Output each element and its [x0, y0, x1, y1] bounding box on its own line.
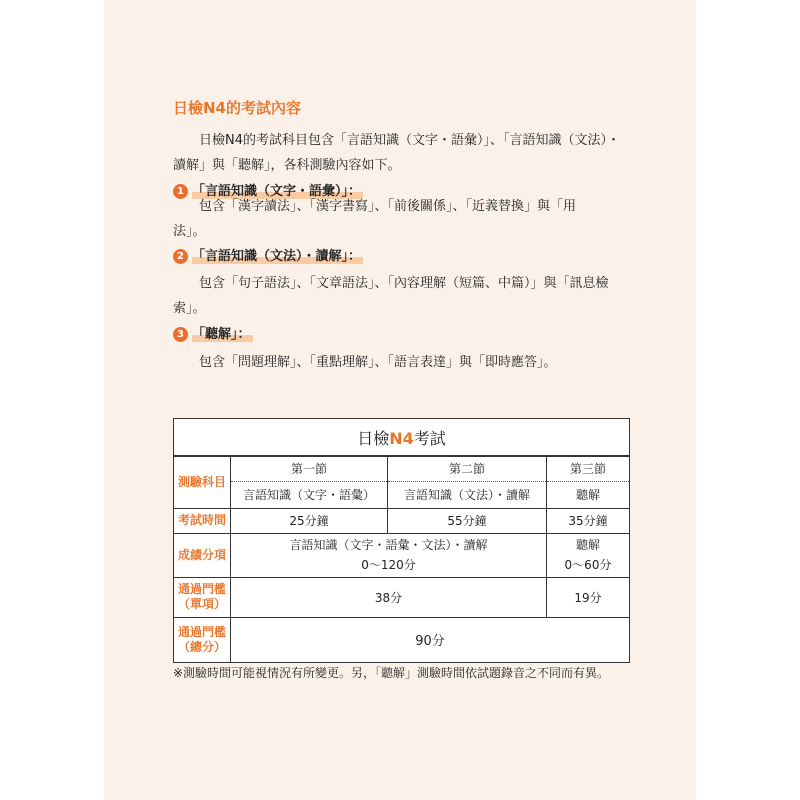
section-1-line-2: 法」。: [173, 224, 206, 239]
section-heading: 日檢N4的考試內容: [173, 99, 301, 117]
subject-2: 言語知識（文法）・讀解: [388, 481, 547, 508]
part-1: 第一節: [231, 456, 388, 481]
table-title-level: N4: [389, 428, 414, 448]
label-pass-total-line-1: 通過門檻: [177, 624, 226, 639]
label-pass-single-line-2: （單項）: [177, 597, 226, 611]
section-1-label: 「言語知識（文字・語彙）」：: [192, 184, 362, 199]
number-badge-3: 3: [173, 327, 188, 342]
section-3-body: [173, 350, 629, 375]
footnote: ※測驗時間可能視情況有所變更。另，「聽解」測驗時間依試題錄音之不同而有異。: [173, 666, 610, 680]
section-2-line-1: 包含「句子語法」、「文章語法」、「內容理解（短篇、中篇）」與「訊息檢: [199, 276, 609, 291]
score-listening: [547, 533, 630, 577]
score-language-reading-name: 言語知識（文字・語彙・文法）・讀解: [289, 538, 488, 552]
section-3-line-1: 包含「問題理解」、「重點理解」、「語言表達」與「即時應答」。: [199, 355, 557, 370]
label-pass-total-line-2: （總分）: [177, 639, 226, 654]
table-title-suffix: 考試: [413, 428, 446, 448]
pass-total-score: 90分: [231, 617, 630, 662]
intro-line-2: 讀解」與「聽解」，各科測驗內容如下。: [173, 158, 401, 173]
label-pass-total: [174, 617, 231, 662]
label-time: 考試時間: [174, 508, 231, 533]
label-pass-single-line-1: 通過門檻: [177, 582, 226, 596]
pass-language-reading: 38分: [231, 577, 547, 617]
section-3-title: [173, 323, 253, 342]
section-3-label: 「聽解」：: [192, 327, 251, 342]
section-2-title: [173, 245, 363, 264]
label-pass-single: [174, 577, 231, 617]
score-language-reading-range: 0～120分: [361, 558, 416, 572]
label-score: 成績分項: [174, 533, 231, 577]
score-listening-range: 0～60分: [564, 558, 612, 572]
section-2-label: 「言語知識（文法）・讀解」：: [192, 249, 362, 264]
score-listening-name: 聽解: [575, 538, 600, 552]
exam-table: [173, 418, 630, 663]
part-2: 第二節: [388, 456, 547, 481]
pass-listening: 19分: [547, 577, 630, 617]
subject-1: 言語知識（文字・語彙）: [231, 481, 388, 508]
time-2: 55分鐘: [388, 508, 547, 533]
section-2-line-2: 索」。: [173, 301, 206, 316]
section-2-body: [173, 271, 629, 321]
time-3: 35分鐘: [547, 508, 630, 533]
time-1: 25分鐘: [231, 508, 388, 533]
book-page: [104, 0, 696, 800]
number-badge-1: 1: [173, 184, 188, 199]
section-1-line-1: 包含「漢字讀法」、「漢字書寫」、「前後關係」、「近義替換」與「用: [199, 199, 577, 214]
section-1-body: [173, 194, 629, 244]
intro-paragraph: [173, 128, 629, 178]
score-language-reading: [231, 533, 547, 577]
number-badge-2: 2: [173, 249, 188, 264]
table-title-prefix: 日檢: [357, 428, 390, 448]
table-title: [174, 419, 630, 457]
part-3: 第三節: [547, 456, 630, 481]
intro-line-1: 日檢N4的考試科目包含「言語知識（文字・語彙）」、「言語知識（文法）・: [199, 133, 620, 148]
subject-3: 聽解: [547, 481, 630, 508]
label-subject: 測驗科目: [174, 456, 231, 508]
